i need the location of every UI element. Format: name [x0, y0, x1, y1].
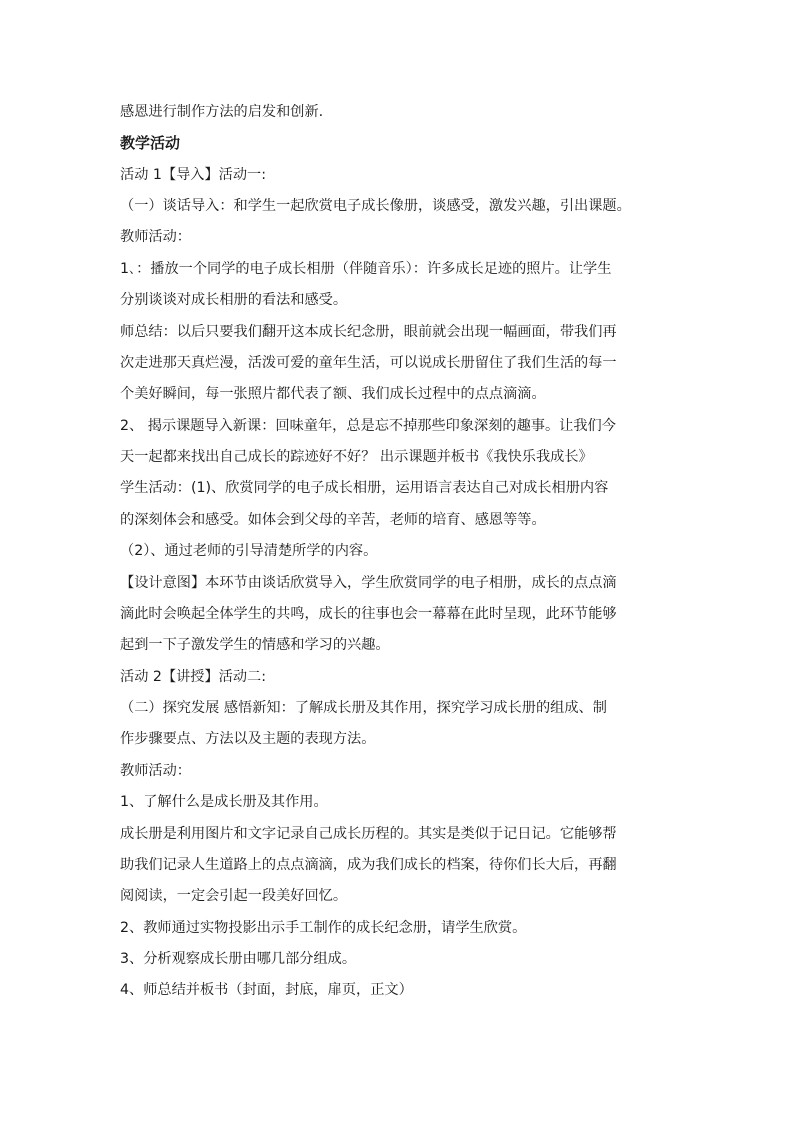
text-line: 3、分析观察成长册由哪几部分组成。	[120, 951, 357, 967]
text-line: 起到一下子激发学生的情感和学习的兴趣。	[120, 637, 390, 653]
text-line: 个美好瞬间，每一张照片都代表了额、我们成长过程中的点点滴滴。	[120, 386, 546, 402]
text-line: 次走进那天真烂漫，活泼可爱的童年生活，可以说成长册留住了我们生活的每一	[120, 355, 617, 371]
text-line: 分别谈谈对成长相册的看法和感受。	[120, 292, 348, 308]
text-line: 【设计意图】本环节由谈话欣赏导入，学生欣赏同学的电子相册，成长的点点滴	[120, 575, 617, 591]
text-line: （2）、通过老师的引导清楚所学的内容。	[120, 543, 378, 559]
text-line: 4、师总结并板书（封面，封底，扉页，正文）	[120, 982, 413, 998]
text-line: 教师活动：	[120, 229, 191, 245]
text-line: 助我们记录人生道路上的点点滴滴，成为我们成长的档案，待你们长大后，再翻	[120, 857, 617, 873]
activity-heading: 活动 2【讲授】活动二:	[120, 669, 267, 685]
activity-heading: 活动 1【导入】活动一:	[120, 167, 267, 183]
text-line: 2、 揭示课题导入新课：回味童年，总是忘不掉那些印象深刻的趣事。让我们今	[120, 418, 616, 434]
text-line: 阅阅读，一定会引起一段美好回忆。	[120, 888, 348, 904]
text-line: 1、了解什么是成长册及其作用。	[120, 794, 328, 810]
text-line: （二）探究发展 感悟新知：了解成长册及其作用，探究学习成长册的组成、制	[120, 700, 607, 716]
text-line: 学生活动：(1)、欣赏同学的电子成长相册，运用语言表达自己对成长相册内容	[120, 480, 609, 496]
text-line: 1､：播放一个同学的电子成长相册（伴随音乐）：许多成长足迹的照片。让学生	[120, 261, 612, 277]
text-line: 师总结：以后只要我们翻开这本成长纪念册，眼前就会出现一幅画面，带我们再	[120, 324, 617, 340]
text-line: 天一起都来找出自己成长的踪迹好不好？ 出示课题并板书《我快乐我成长》	[120, 449, 593, 465]
text-line: （一）谈话导入：和学生一起欣赏电子成长像册，谈感受，激发兴趣，引出课题。	[120, 198, 631, 214]
text-line: 教师活动：	[120, 763, 191, 779]
text-line: 的深刻体会和感受。如体会到父母的辛苦，老师的培育、感恩等等。	[120, 512, 546, 528]
text-line: 作步骤要点、方法以及主题的表现方法。	[120, 731, 376, 747]
text-line: 感恩进行制作方法的启发和创新.	[120, 104, 324, 120]
text-line: 滴此时会唤起全体学生的共鸣，成长的往事也会一幕幕在此时呈现，此环节能够	[120, 606, 617, 622]
text-line: 2、教师通过实物投影出示手工制作的成长纪念册，请学生欣赏。	[120, 920, 527, 936]
section-heading: 教学活动	[120, 134, 181, 152]
text-line: 成长册是利用图片和文字记录自己成长历程的。其实是类似于记日记。它能够帮	[120, 826, 617, 842]
